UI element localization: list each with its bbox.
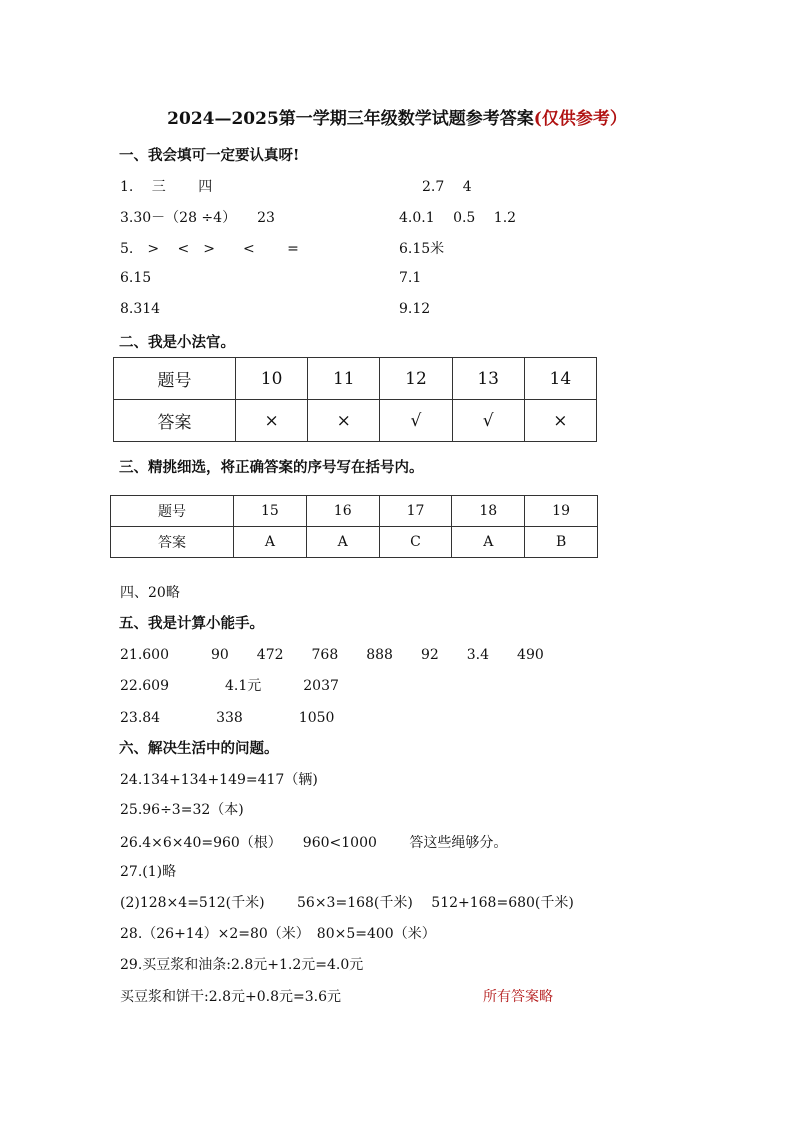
choice-answer-table: [110, 495, 598, 558]
table-header-label: 答案: [111, 527, 234, 558]
table-cell: ×: [308, 400, 380, 442]
page-title: [0, 104, 794, 129]
answer-q3: 3.30－（28 ÷4） 23: [120, 210, 275, 226]
answer-q27b: (2)128×4=512(千米) 56×3=168(千米) 512+168=680(千米): [120, 895, 574, 911]
table-cell: 19: [525, 496, 598, 527]
answer-q7: 7.1: [399, 270, 422, 286]
table-cell: √: [380, 400, 452, 442]
omitted-answers-note: 所有答案略: [483, 989, 553, 1005]
section-2-heading: 二、我是小法官。: [119, 334, 235, 351]
answer-q6b: 6.15: [120, 270, 152, 286]
table-cell: C: [379, 527, 452, 558]
answer-q4: 4.0.1 0.5 1.2: [399, 210, 517, 226]
section-6-heading: 六、解决生活中的问题。: [119, 740, 279, 757]
table-cell: 10: [236, 358, 308, 400]
answer-q23: 23.84 338 1050: [120, 710, 335, 726]
table-row: [111, 496, 598, 527]
table-cell: 17: [379, 496, 452, 527]
answer-q25: 25.96÷3=32（本): [120, 802, 244, 818]
table-cell: A: [452, 527, 525, 558]
table-cell: 18: [452, 496, 525, 527]
judgement-answer-table: [113, 357, 597, 442]
table-cell: 15: [234, 496, 307, 527]
section-3-heading: 三、精挑细选，将正确答案的序号写在括号内。: [119, 459, 424, 476]
table-cell: 12: [380, 358, 452, 400]
answer-q26: 26.4×6×40=960（根） 960<1000 答这些绳够分。: [120, 835, 508, 851]
answer-q24: 24.134+134+149=417（辆): [120, 772, 318, 788]
answer-q2: 2.7 4: [422, 179, 472, 195]
table-cell: ×: [236, 400, 308, 442]
table-cell: A: [234, 527, 307, 558]
answer-q5: 5. > < > < =: [120, 241, 299, 257]
answer-q27a: 27.(1)略: [120, 864, 177, 880]
answer-q9: 9.12: [399, 301, 431, 317]
table-cell: 16: [306, 496, 379, 527]
answer-q8: 8.314: [120, 301, 161, 317]
answer-q22: 22.609 4.1元 2037: [120, 678, 339, 694]
answer-q1: 1. 三 四: [120, 179, 213, 195]
table-cell: √: [452, 400, 524, 442]
answer-q28: 28.（26+14）×2=80（米） 80×5=400（米）: [120, 926, 436, 942]
table-cell: 11: [308, 358, 380, 400]
table-cell: B: [525, 527, 598, 558]
table-row: [114, 400, 597, 442]
answer-q29a: 29.买豆浆和油条:2.8元+1.2元=4.0元: [120, 957, 364, 973]
answer-q21: 21.600 90 472 768 888 92 3.4 490: [120, 647, 544, 663]
table-cell: ×: [524, 400, 596, 442]
title-note: (仅供参考）: [533, 109, 627, 129]
section-4-line: 四、20略: [120, 585, 180, 601]
table-row: [111, 527, 598, 558]
section-5-heading: 五、我是计算小能手。: [119, 615, 264, 632]
table-header-label: 题号: [111, 496, 234, 527]
table-cell: 13: [452, 358, 524, 400]
answer-q6a: 6.15米: [399, 241, 445, 257]
table-header-label: 题号: [114, 358, 236, 400]
title-main: 2024—2025第一学期三年级数学试题参考答案: [167, 109, 534, 129]
section-1-heading: 一、我会填可一定要认真呀!: [119, 147, 300, 164]
answer-q29b: 买豆浆和饼干:2.8元+0.8元=3.6元: [120, 989, 341, 1005]
table-row: [114, 358, 597, 400]
table-cell: 14: [524, 358, 596, 400]
table-header-label: 答案: [114, 400, 236, 442]
table-cell: A: [306, 527, 379, 558]
